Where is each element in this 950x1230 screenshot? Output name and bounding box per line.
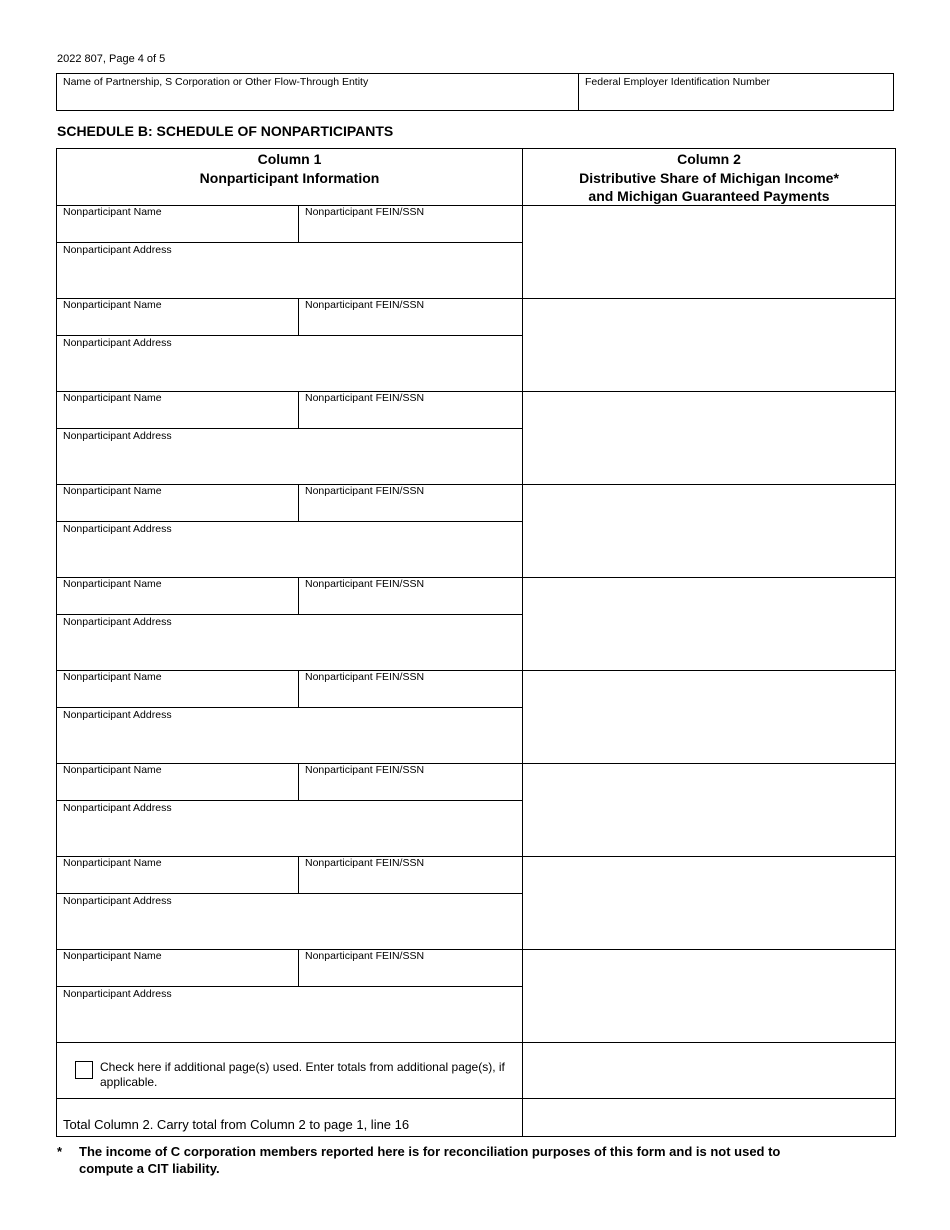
nonparticipant-entry <box>57 299 895 392</box>
nonparticipant-address-label: Nonparticipant Address <box>63 337 172 349</box>
distributive-share-field[interactable] <box>523 392 895 484</box>
nonparticipant-name-label: Nonparticipant Name <box>63 857 162 869</box>
nonparticipant-address-field[interactable] <box>57 801 523 856</box>
nonparticipant-entry <box>57 857 895 950</box>
entity-info-box <box>56 73 894 111</box>
footnote <box>57 1143 817 1177</box>
nonparticipant-entry <box>57 392 895 485</box>
nonparticipant-fein-label: Nonparticipant FEIN/SSN <box>305 764 425 776</box>
footnote-star: * <box>57 1144 63 1159</box>
nonparticipant-address-label: Nonparticipant Address <box>63 895 172 907</box>
nonparticipant-fein-label: Nonparticipant FEIN/SSN <box>305 299 425 311</box>
nonparticipant-fein-label: Nonparticipant FEIN/SSN <box>305 857 425 869</box>
nonparticipant-entry <box>57 764 895 857</box>
nonparticipant-entry <box>57 485 895 578</box>
entity-fein-field[interactable] <box>579 74 893 110</box>
nonparticipant-address-field[interactable] <box>57 429 523 484</box>
nonparticipant-fein-label: Nonparticipant FEIN/SSN <box>305 578 425 590</box>
nonparticipant-name-field[interactable] <box>57 578 299 615</box>
page-header: 2022 807, Page 4 of 5 <box>57 53 166 65</box>
column-2-subtitle-2: and Michigan Guaranteed Payments <box>588 188 830 204</box>
nonparticipant-address-label: Nonparticipant Address <box>63 244 172 256</box>
nonparticipant-name-field[interactable] <box>57 671 299 708</box>
distributive-share-field[interactable] <box>523 578 895 670</box>
distributive-share-field[interactable] <box>523 857 895 949</box>
schedule-table <box>56 148 896 1137</box>
nonparticipant-fein-field[interactable] <box>299 299 523 336</box>
nonparticipant-fein-field[interactable] <box>299 578 523 615</box>
column-2-subtitle-1: Distributive Share of Michigan Income* <box>579 169 839 186</box>
additional-pages-row <box>57 1043 895 1099</box>
column-1-title: Column 1 <box>257 151 322 167</box>
nonparticipant-name-field[interactable] <box>57 392 299 429</box>
nonparticipant-fein-field[interactable] <box>299 857 523 894</box>
nonparticipant-name-field[interactable] <box>57 299 299 336</box>
schedule-title: SCHEDULE B: SCHEDULE OF NONPARTICIPANTS <box>57 123 394 139</box>
nonparticipant-name-label: Nonparticipant Name <box>63 206 162 218</box>
entity-name-field[interactable] <box>57 74 579 110</box>
nonparticipant-address-field[interactable] <box>57 615 523 670</box>
footnote-text: The income of C corporation members reported here is for reconciliation purposes of this form and is not used to compute a CIT liability. <box>79 1144 781 1176</box>
nonparticipant-name-field[interactable] <box>57 764 299 801</box>
nonparticipant-fein-label: Nonparticipant FEIN/SSN <box>305 950 425 962</box>
distributive-share-field[interactable] <box>523 671 895 763</box>
nonparticipant-name-label: Nonparticipant Name <box>63 578 162 590</box>
nonparticipant-fein-field[interactable] <box>299 764 523 801</box>
nonparticipant-name-field[interactable] <box>57 950 299 987</box>
distributive-share-field[interactable] <box>523 950 895 1042</box>
nonparticipant-fein-field[interactable] <box>299 950 523 987</box>
nonparticipant-fein-label: Nonparticipant FEIN/SSN <box>305 206 425 218</box>
nonparticipant-name-field[interactable] <box>57 485 299 522</box>
nonparticipant-address-field[interactable] <box>57 243 523 298</box>
additional-pages-checkbox[interactable] <box>75 1061 93 1079</box>
distributive-share-field[interactable] <box>523 206 895 298</box>
column-2-header <box>523 149 895 206</box>
additional-pages-label: Check here if additional page(s) used. Enter totals from additional page(s), if applicable. <box>100 1060 505 1089</box>
nonparticipant-entry <box>57 950 895 1043</box>
nonparticipant-name-label: Nonparticipant Name <box>63 764 162 776</box>
nonparticipant-address-label: Nonparticipant Address <box>63 709 172 721</box>
column-1-header <box>57 149 523 206</box>
nonparticipant-fein-field[interactable] <box>299 671 523 708</box>
nonparticipant-address-label: Nonparticipant Address <box>63 523 172 535</box>
nonparticipant-address-label: Nonparticipant Address <box>63 988 172 1000</box>
nonparticipant-name-label: Nonparticipant Name <box>63 485 162 497</box>
nonparticipant-name-field[interactable] <box>57 206 299 243</box>
entity-name-label: Name of Partnership, S Corporation or Other Flow-Through Entity <box>63 76 369 88</box>
nonparticipant-name-label: Nonparticipant Name <box>63 299 162 311</box>
nonparticipant-address-label: Nonparticipant Address <box>63 802 172 814</box>
column-1-subtitle: Nonparticipant Information <box>199 169 380 186</box>
nonparticipant-entry <box>57 671 895 764</box>
nonparticipant-name-label: Nonparticipant Name <box>63 671 162 683</box>
nonparticipant-fein-label: Nonparticipant FEIN/SSN <box>305 392 425 404</box>
distributive-share-field[interactable] <box>523 764 895 856</box>
nonparticipant-fein-field[interactable] <box>299 206 523 243</box>
nonparticipant-fein-field[interactable] <box>299 485 523 522</box>
nonparticipant-address-label: Nonparticipant Address <box>63 616 172 628</box>
nonparticipant-name-field[interactable] <box>57 857 299 894</box>
total-label: Total Column 2. Carry total from Column 2 to page 1, line 16 <box>63 1117 410 1132</box>
nonparticipant-fein-label: Nonparticipant FEIN/SSN <box>305 671 425 683</box>
distributive-share-field[interactable] <box>523 299 895 391</box>
distributive-share-field[interactable] <box>523 485 895 577</box>
nonparticipant-address-field[interactable] <box>57 336 523 391</box>
total-row <box>57 1099 895 1136</box>
entity-fein-label: Federal Employer Identification Number <box>585 76 771 88</box>
nonparticipant-address-field[interactable] <box>57 522 523 577</box>
nonparticipant-entry <box>57 578 895 671</box>
nonparticipant-fein-field[interactable] <box>299 392 523 429</box>
nonparticipant-address-label: Nonparticipant Address <box>63 430 172 442</box>
nonparticipant-name-label: Nonparticipant Name <box>63 392 162 404</box>
nonparticipant-name-label: Nonparticipant Name <box>63 950 162 962</box>
column-2-title: Column 2 <box>677 151 741 167</box>
nonparticipant-address-field[interactable] <box>57 987 523 1042</box>
nonparticipant-address-field[interactable] <box>57 708 523 763</box>
nonparticipant-address-field[interactable] <box>57 894 523 949</box>
nonparticipant-entry <box>57 206 895 299</box>
nonparticipant-fein-label: Nonparticipant FEIN/SSN <box>305 485 425 497</box>
